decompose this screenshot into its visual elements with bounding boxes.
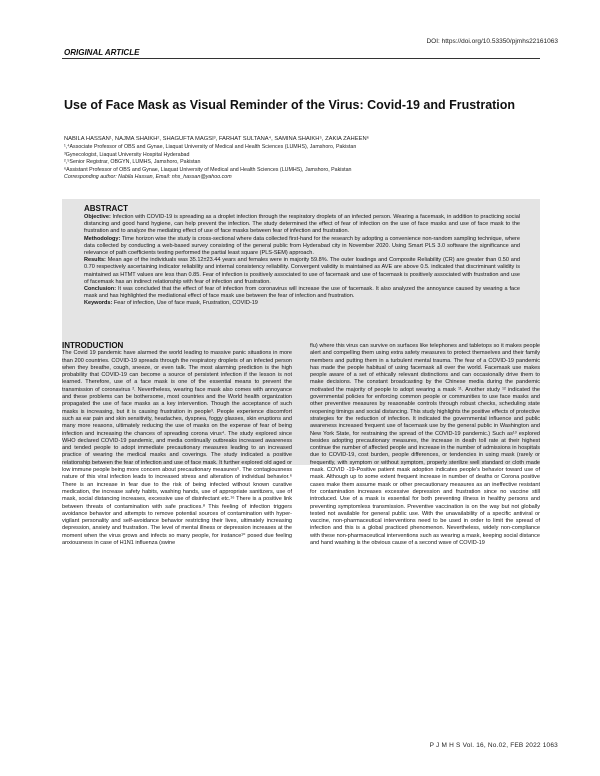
abstract-results bbox=[84, 257, 520, 286]
introduction-text-right: flu) where this virus can survive on surfaces like telephones and tabletops so it makes people alert and compelling them using extra safety measures to protect themselves and their family members and putting them in a turbulent mental trauma. The fear of a COVID-19 pandemic has made the people habitual of using facemask all over the world. Facemask use makes people aware of a set of ethically relevant distinctions and can occasionally drive them to make decisions. The constant broadcasting by the Chinese media during the pandemic motivated the majority of people to adopt wearing a mask ¹¹. Another study ¹² indicated the governmental policies for enforcing common people or communities to use face masks and other preventive measures by reasonable controls through robust checks, scheduling state reopening timings and social distancing. This study highlights the positive effects of protective strategies for the reduction of infection. It indicated the governmental influence and public awareness increased frequent use of facemask use by the general public in Washington and New York State, for restraining the spread of the COVID-19 pandemic.) Such as¹³ explored besides adopting precautionary measures, the increase in death toll rate at their highest continue the number of affected people and increase in the number of admissions in hospitals due to COVID-19, cost burden, people differences, or tendencies in using mask (rarely or frequently, with symptom or without symptom, properly sterilize well standard or cloth made mask. COVID -19-Positive patient mask adoption indicates people's behavior toward use of mask. Although up to some extent frequent increase in number of deaths or Corona positive cases make them assume mask or other precautionary measures as an ineffective resistant for contamination increases excessive depression and frustration since no vaccine still introduced. Use of a mask is essential for both preventing illness in healthy persons and preventing symptomless transmission. Preventive vaccination is on the way but not globally tested not available for general public use. With the unavailability of a specific antiviral or vaccine, non-pharmaceutical interventions need to be used in order to limit the spread of infection and this is a global practiced phenomenon. Nevertheless, widely non-compliance with these non-pharmaceutical interventions such as wearing a mask, keeping social distance and hand washing is the obvious cause of a second wave of COVID-19 bbox=[310, 343, 540, 547]
doi-link[interactable]: DOI: https://doi.org/10.53350/pjmhs22161063 bbox=[426, 38, 558, 45]
keywords-text: Fear of infection, Use of face mask, Frustration, COVID-19 bbox=[113, 300, 258, 307]
author-block bbox=[64, 136, 544, 181]
body-column-left bbox=[62, 342, 292, 547]
corresponding-author: Corresponding author: Nabila Hassan, Email: nhs_hassan@yahoo.com bbox=[64, 174, 232, 181]
affiliation-2: ³Gynecologist, Liaquat University Hospital Hyderabad bbox=[64, 151, 190, 158]
abstract-keywords bbox=[84, 300, 520, 307]
affiliation-1: ¹,⁴Associate Professor of OBS and Gynae, Liaquat University of Medical and Health Sciences (LUMHS), Jamshoro, Pakistan bbox=[64, 144, 357, 151]
header-divider bbox=[62, 58, 540, 59]
introduction-heading: INTRODUCTION bbox=[62, 341, 124, 350]
conclusion-label: Conclusion: bbox=[84, 286, 117, 293]
objective-label: Objective: bbox=[84, 214, 111, 220]
page-footer: P J M H S Vol. 16, No.02, FEB 2022 1063 bbox=[429, 742, 558, 749]
article-type-label: ORIGINAL ARTICLE bbox=[64, 48, 140, 57]
abstract-methodology bbox=[84, 236, 520, 258]
abstract-objective bbox=[84, 214, 520, 236]
abstract-body bbox=[84, 214, 520, 308]
keywords-label: Keywords: bbox=[84, 300, 113, 307]
abstract-conclusion bbox=[84, 286, 520, 300]
author-list: NABILA HASSAN¹, NAJMA SHAIKH², SHAGUFTA MAGSI³, FARHAT SULTANA⁴, SAMINA SHAIKH⁵, ZAKIA ZAHEEN⁶ bbox=[64, 136, 370, 142]
paper-title: Use of Face Mask as Visual Reminder of the Virus: Covid-19 and Frustration bbox=[64, 98, 516, 112]
objective-text: Infection with COVID-19 is spreading as a droplet infection through the respiratory droplets of an infected person. Wearing a facemask, in addition to practicing social distancing and good hand hygiene, can help prevent the infection. The study determined the effect of fear of infection on the use of face masks and use of face mask to the frustration and to analyze the mediating effect of use of face masks between fear of infection and frustration. bbox=[84, 214, 521, 235]
results-label: Results: bbox=[84, 257, 106, 264]
introduction-text-left: The Covid 19 pandemic have alarmed the world leading to massive panic situations in more than 200 countries. COVID-19 spreads through the respiratory droplets of an infected person when they breathe, cough, sneeze, or even talk. The most alarming prediction is the high probability that COVID-19 can become a source of persistent infection if the lesson is not learned. Therefore, use of a face mask is one of the essential means to prevent the transmission of coronavirus ². Nevertheless, wearing face mask also comes with annoyance and these problems can be bothersome, most countries and the World health organization propagated the use of face masks as a key intervention. Though the acceptance of such masks is increasing, but it is causing frustration in people³. People experience discomfort such as ear pain and skin sensitivity, headaches, dyspnea, foggy glasses, skin eruptions and many more reasons, ultimately reducing the use of masks on the expense of fear of being infection and increasing the chances of spreading corona virus⁴. The study explored since WHO declared COVID-19 pandemic, and media continually outbreaks increased awareness and tended people to adopt immediate precautionary measures leading to an increased practice of wearing the medical masks and coverings. The study indicated a positive relationship between the fear of infection and use of face mask. It further explored old aged or low immune people being more concern about precautionary measures⁵. The contagiousness nature of this viral infection leads to increased stress and alteration of individual behavior.⁶ There is an increase in fear due to the risk of being infected without known curative medication, the increase safety habits, washing hands, use of appropriate sanitizers, use of mask, social distancing increases, excessive use of disinfectant etc.¹⁶ There is a positive link between threats of contamination with safe practices.⁸ This feeling of infection triggers avoidance behavior and attempts to remove potential sources of contamination with hyper-vigilant personality and self-avoidance behavior restricting their lives, ultimately increasing depression, anxiety and frustration. The level of mental illness or depression increases at the moment when the virus grows and infects so many people, for instance¹⁰ posed due feeling anxiousness in case of H1N1 influenza (swine bbox=[62, 350, 292, 547]
methodology-label: Methodology: bbox=[84, 235, 121, 242]
results-text: Mean age of the individuals was 35.12±23.44 years and females were in majority 59.8%. The outer loadings and Composite Reliability (CR) are greater than 0.50 and 0.70 respectively ascertaining indicator reliability and internal consistency reliability. Convergent validity is maintained as AVE are above 0.5. indicated that discriminant validity is maintained as HTMT values are less than 0.85. Fear of infection is positively associated to use of facemask and use of facemask is positively associated with frustration and use of facemask has an indirect relationship with fear of infection and frustration. bbox=[84, 257, 521, 285]
methodology-text: Time horizon wise the study is cross-sectional where data collected first-hand for the research by adopting a convenience non-random sampling technique, where data collected by conducting a web-based survey consisting of the general public from Hyderabad city in November 2020. Using Smart PLS 3.0 software the significance and relevance of path coefficients testing performed the partial least square (PLS-SEM) approach. bbox=[84, 235, 520, 257]
affiliation-4: ⁶Assistant Professor of OBS and Gynae, Liaquat University of Medical and Health Sciences (LUMHS), Jamshoro, Pakistan bbox=[64, 166, 352, 173]
body-column-right bbox=[310, 343, 540, 547]
affiliation-3: ²,⁵Senior Registrar, OBGYN, LUMHS, Jamshoro, Pakistan bbox=[64, 159, 201, 166]
abstract-heading: ABSTRACT bbox=[84, 204, 128, 213]
conclusion-text: It was concluded that the effect of fear of infection from coronavirus will increase the use of facemask. It also analyzed the annoyance caused by wearing a face mask and has highlighted the mediational effect of face mask use between the fear of infection and frustration. bbox=[84, 286, 520, 300]
